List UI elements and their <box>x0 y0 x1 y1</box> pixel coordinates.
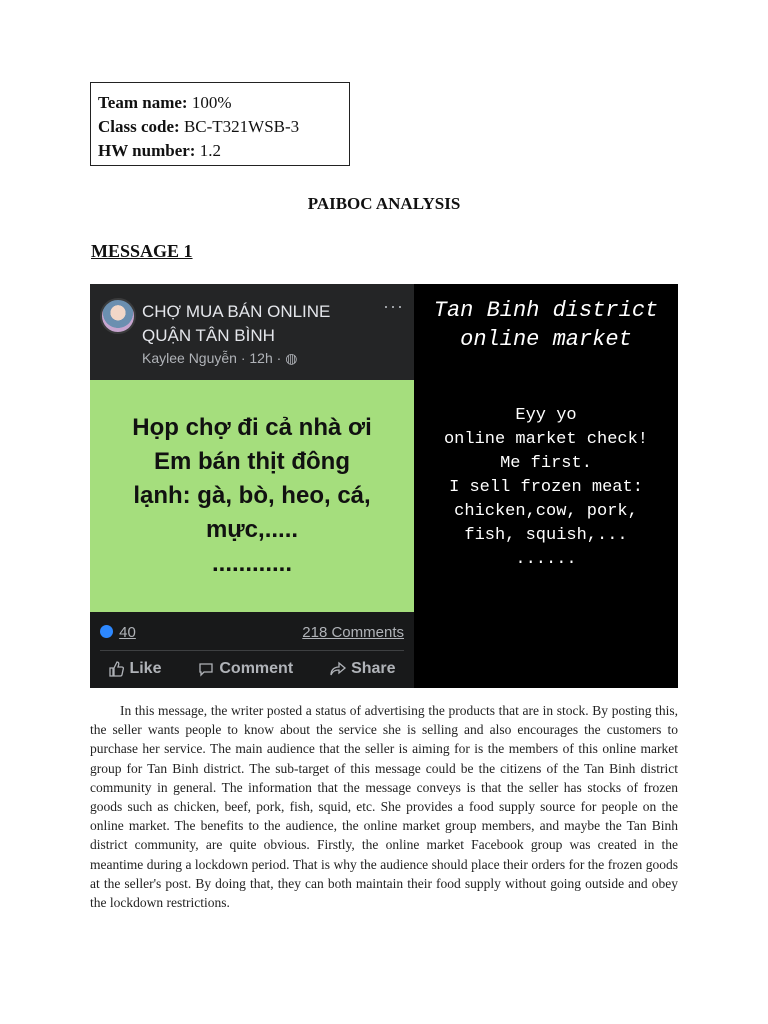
share-icon <box>330 661 346 677</box>
hw-number-line: HW number: 1.2 <box>98 141 221 160</box>
post-header <box>90 284 414 380</box>
reaction-count <box>100 624 136 641</box>
analysis-paragraph: In this message, the writer posted a status of advertising the products that are in stock. By posting this, the seller wants people to know about the service she is selling and also encourages the customers to purchase her service. The main audience that the seller is aiming for is the members of this online market group for Tan Binh district. The sub-target of this message could be the citizens of the Tan Binh district community in general. The information that the message conveys is that the seller has stocks of frozen goods such as chicken, beef, pork, fish, squid, etc. She provides a food supply source for people on the online market. The benefits to the audience, the online market group members, and maybe the Tan Binh district community, are quite obvious. Firstly, the online market Facebook group was created in the meantime during a lockdown period. That is why the audience should place their orders for the frozen goods at the seller's post. By doing that, they can both maintain their food supply without going outside and obey the lockdown restrictions. <box>90 703 678 911</box>
message-screenshot-image <box>90 284 678 688</box>
more-dots-icon: ··· <box>383 296 404 316</box>
share-button: Share <box>330 660 395 678</box>
message-heading: MESSAGE 1 <box>91 241 193 261</box>
divider <box>100 650 404 651</box>
comments-count: 218 Comments <box>302 624 404 641</box>
post-actions <box>90 660 414 678</box>
like-reaction-icon <box>100 625 113 638</box>
facebook-post-card <box>90 284 414 688</box>
post-body <box>90 380 414 612</box>
post-meta: Kaylee Nguyễn · 12h · ◍ <box>142 350 298 366</box>
like-count: 40 <box>119 624 136 641</box>
post-text: Họp chợ đi cả nhà ơi Em bán thịt đông lạnh: gà, bò, heo, cá, mực,..... ............ <box>132 414 372 577</box>
translation-panel <box>414 284 678 688</box>
class-code-line: Class code: BC-T321WSB-3 <box>98 117 300 136</box>
translation-body: Eyy yo online market check! Me first. I sell frozen meat: chicken,cow, pork, fish, squish,... ...... <box>443 406 649 569</box>
avatar <box>100 298 136 334</box>
assignment-info-box <box>90 82 350 166</box>
translation-title: Tan Binh district online market <box>433 298 659 352</box>
comment-button: Comment <box>198 660 293 678</box>
document-title: PAIBOC ANALYSIS <box>307 194 461 213</box>
thumbs-up-icon <box>108 661 124 677</box>
group-name: CHỢ MUA BÁN ONLINE QUẬN TÂN BÌNH <box>142 302 331 345</box>
team-name-line: Team name: 100% <box>98 93 232 112</box>
comment-icon <box>198 661 214 677</box>
like-button: Like <box>108 660 161 678</box>
